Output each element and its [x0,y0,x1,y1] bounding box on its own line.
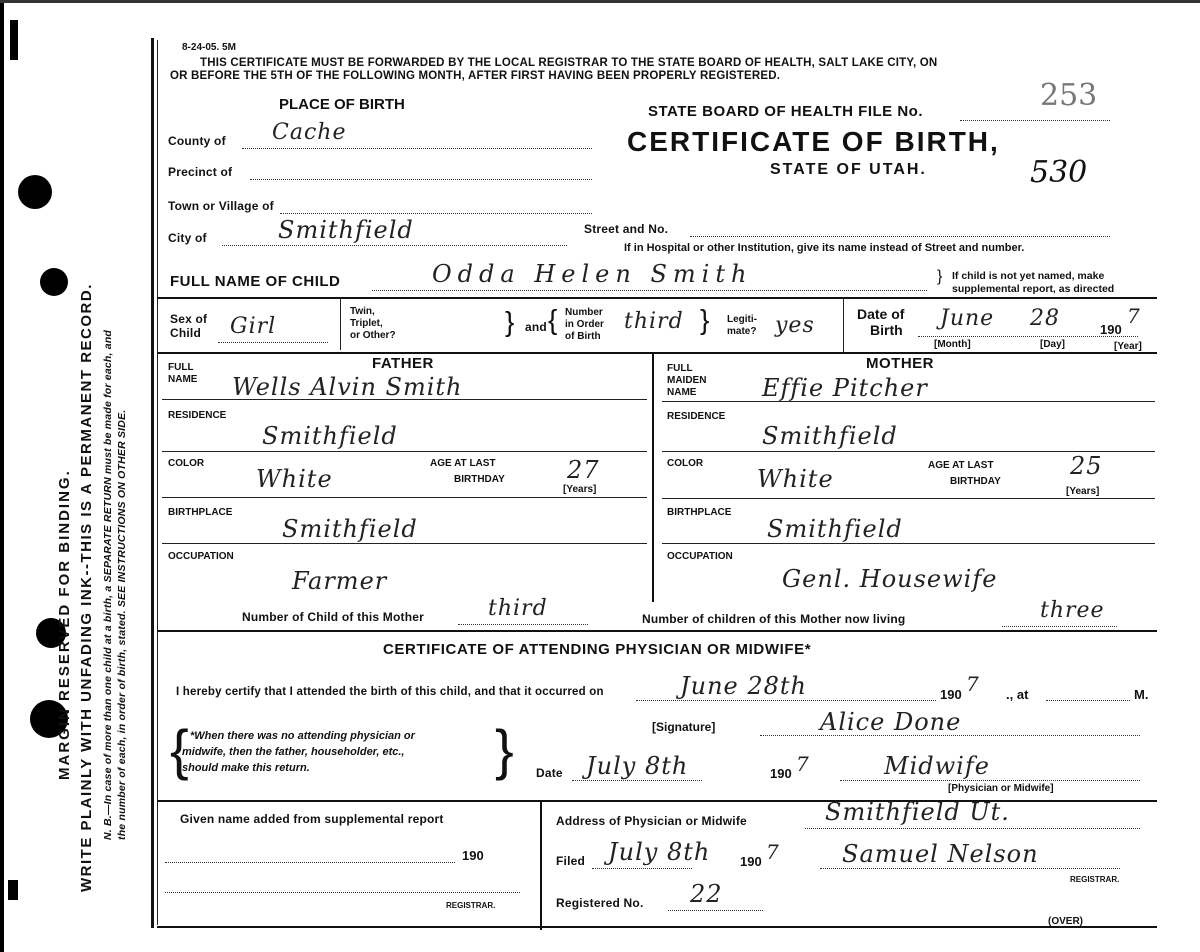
registrar-signature-value: Samuel Nelson [842,840,1039,868]
signed-date-value: July 8th [586,752,689,780]
city-value: Smithfield [278,216,414,244]
occurred-year-prefix: 190 [940,687,962,702]
town-label: Town or Village of [168,199,274,213]
legitimate-value: yes [775,313,815,338]
margin-reserved-text: MARGIN RESERVED FOR BINDING. [56,469,73,780]
father-age-label-1: AGE AT LAST [430,458,496,469]
date-of-birth-label-2: Birth [870,322,903,338]
legitimate-label-1: Legiti- [727,314,757,325]
father-birthplace-value: Smithfield [282,515,418,543]
street-label: Street and No. [584,222,669,236]
and-label: and [525,320,547,334]
instruction-line-1: THIS CERTIFICATE MUST BE FORWARDED BY THE LOCAL REGISTRAR TO THE STATE BOARD OF HEALTH, SALT LAKE CITY, ON [200,57,938,69]
file-number: 253 [1040,78,1098,113]
twin-label-1: Twin, [350,306,375,317]
address-value: Smithfield Ut. [825,798,1010,826]
father-color-value: White [256,465,333,493]
meridiem-label: M. [1134,687,1149,702]
mother-age-label-2: BIRTHDAY [950,476,1001,487]
precinct-label: Precinct of [168,165,233,179]
registered-no-value: 22 [690,880,723,908]
form-left-border-inner [157,40,158,925]
mother-years-label: [Years] [1066,486,1100,497]
living-count-label: Number of children of this Mother now living [642,612,906,626]
father-color-label: COLOR [168,458,205,469]
mother-full-label-3: NAME [667,387,697,398]
role-label: [Physician or Midwife] [948,783,1054,794]
father-age-value: 27 [567,456,600,484]
state-number: 530 [1030,155,1088,190]
occurred-date-value: June 28th [680,672,808,700]
address-label: Address of Physician or Midwife [556,814,747,828]
sex-label-1: Sex of [170,312,208,326]
margin-main-text: WRITE PLAINLY WITH UNFADING INK--THIS IS A PERMANENT RECORD. [78,283,95,892]
twin-label-2: Triplet, [350,318,383,329]
over-label: (OVER) [1048,916,1083,927]
mother-full-label-2: MAIDEN [667,375,707,386]
sex-value: Girl [230,314,277,339]
birth-year-prefix: 190 [1100,322,1122,337]
mother-heading: MOTHER [866,355,934,372]
order-label-2: in Order [565,319,604,330]
file-no-label: STATE BOARD OF HEALTH FILE No. [648,103,923,120]
filed-date-value: July 8th [608,838,711,866]
date-label: Date [536,766,563,780]
physician-note-2: midwife, then the father, householder, etc., [182,746,405,758]
county-value: Cache [272,120,347,145]
physician-note-3: should make this return. [182,762,310,774]
margin-note-1: N. B.—In case of more than one child at a birth, a SEPARATE RETURN must be made for each, and [102,329,114,840]
twin-label-3: or Other? [350,330,396,341]
father-full-label-1: FULL [168,362,194,373]
father-occupation-label: OCCUPATION [168,551,234,562]
child-name-value: Odda Helen Smith [432,260,753,288]
father-occupation-value: Farmer [292,567,388,595]
signed-year-prefix: 190 [770,766,792,781]
father-age-label-2: BIRTHDAY [454,474,505,485]
mother-age-label-1: AGE AT LAST [928,460,994,471]
instruction-line-2: OR BEFORE THE 5TH OF THE FOLLOWING MONTH, AFTER FIRST HAVING BEEN PROPERLY REGISTERED. [170,70,781,82]
binding-hole-2 [40,268,68,296]
mother-residence-value: Smithfield [762,422,898,450]
not-named-note-1: If child is not yet named, make [952,270,1105,282]
mother-full-label-1: FULL [667,363,693,374]
physician-heading: CERTIFICATE OF ATTENDING PHYSICIAN OR MIDWIFE* [383,641,812,658]
margin-note-2: the number of each, in order of birth, stated. SEE INSTRUCTIONS ON OTHER SIDE. [116,409,128,840]
year-label: [Year] [1114,341,1142,352]
father-name-value: Wells Alvin Smith [232,373,463,401]
mother-birthplace-value: Smithfield [767,515,903,543]
given-name-year-prefix: 190 [462,848,484,863]
form-code: 8-24-05. 5M [182,42,236,53]
mother-birthplace-label: BIRTHPLACE [667,507,732,518]
not-named-note-2: supplemental report, as directed [952,283,1115,295]
registrar-label: REGISTRAR. [1070,875,1120,884]
signature-value: Alice Done [820,708,962,736]
hospital-note: If in Hospital or other Institution, give its name instead of Street and number. [624,242,1025,254]
signed-year-value: 7 [796,752,810,776]
father-full-label-2: NAME [168,374,198,385]
birth-month-value: June [940,306,995,331]
date-of-birth-label-1: Date of [857,306,905,322]
legitimate-label-2: mate? [727,326,757,337]
certify-statement: I hereby certify that I attended the birth of this child, and that it occurred on [176,686,604,698]
filed-label: Filed [556,854,586,868]
filed-year-value: 7 [766,840,780,864]
child-number-label: Number of Child of this Mother [242,610,424,624]
county-label: County of [168,134,226,148]
father-years-label: [Years] [563,484,597,495]
supplemental-registrar-label: REGISTRAR. [446,901,496,910]
father-residence-label: RESIDENCE [168,410,227,421]
child-number-value: third [488,596,548,621]
filed-year-prefix: 190 [740,854,762,869]
physician-note-1: *When there was no attending physician or [190,730,415,742]
edge-mark [8,880,18,900]
role-value: Midwife [884,752,990,780]
occurred-year-value: 7 [966,672,980,696]
edge-mark [10,20,18,60]
scan-border-top [0,0,1200,3]
mother-color-label: COLOR [667,458,704,469]
binding-hole-1 [18,175,52,209]
form-left-border [151,38,154,928]
birth-order-value: third [624,309,684,334]
scan-border-left [0,0,4,952]
mother-occupation-value: Genl. Housewife [782,565,998,593]
living-count-value: three [1040,598,1105,623]
mother-age-value: 25 [1070,452,1103,480]
given-name-label: Given name added from supplemental report [180,812,444,826]
mother-color-value: White [757,465,834,493]
birth-day-value: 28 [1030,306,1060,331]
mother-residence-label: RESIDENCE [667,411,726,422]
state-label: STATE OF UTAH. [770,161,927,178]
at-label: ., at [1006,687,1029,702]
order-label-1: Number [565,307,603,318]
father-birthplace-label: BIRTHPLACE [168,507,233,518]
city-label: City of [168,231,207,245]
mother-occupation-label: OCCUPATION [667,551,733,562]
sex-label-2: Child [170,326,201,340]
certificate-title: CERTIFICATE OF BIRTH, [627,126,1000,157]
month-label: [Month] [934,339,971,350]
order-label-3: of Birth [565,331,601,342]
signature-label: [Signature] [652,720,716,734]
birth-year-value: 7 [1127,304,1141,328]
day-label: [Day] [1040,339,1066,350]
father-residence-value: Smithfield [262,422,398,450]
place-of-birth-heading: PLACE OF BIRTH [279,96,405,113]
mother-name-value: Effie Pitcher [762,374,928,402]
registered-no-label: Registered No. [556,896,644,910]
father-heading: FATHER [372,355,434,372]
full-name-label: FULL NAME OF CHILD [170,273,341,290]
